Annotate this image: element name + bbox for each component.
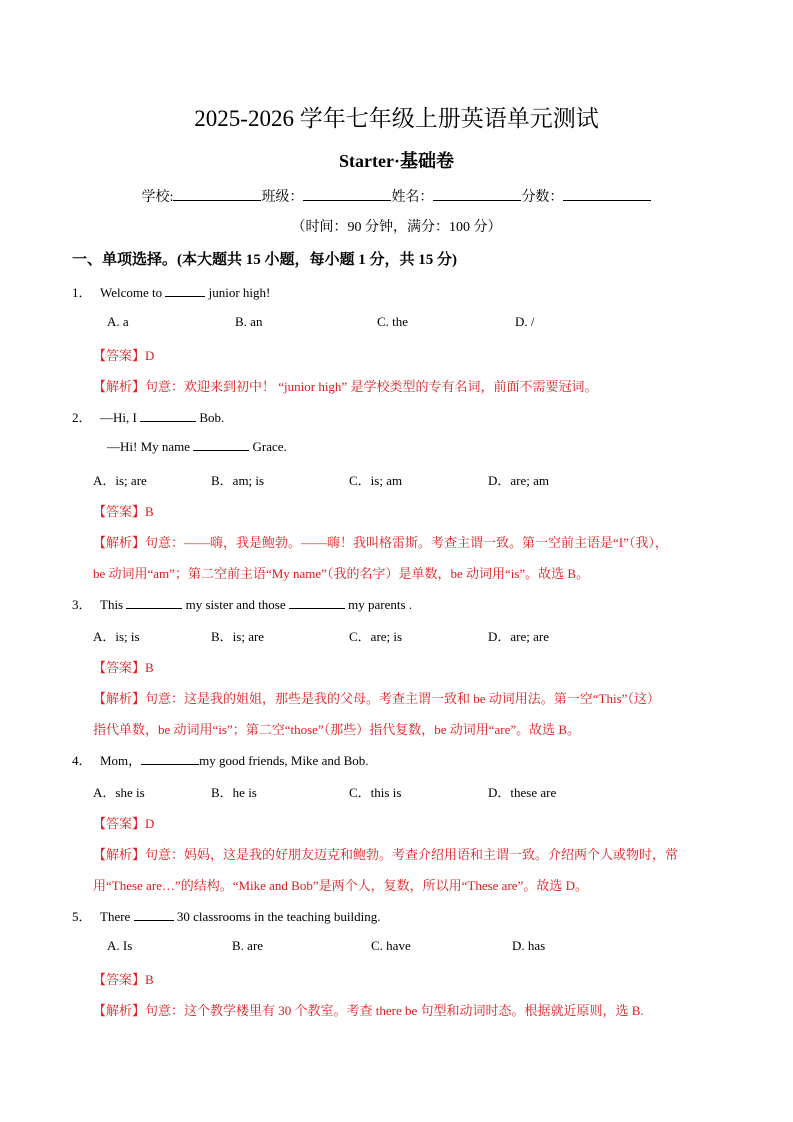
name-label: 姓名： bbox=[391, 190, 434, 205]
analysis-text: 【解析】句意：——嗨，我是鲍勃。——嗨！我叫格雷斯。考查主谓一致。第一空前主语是“I”（我）， bbox=[93, 535, 668, 550]
option-d[interactable]: D．these are bbox=[488, 785, 557, 800]
stem-text: my sister and those bbox=[185, 597, 286, 612]
class-field[interactable] bbox=[303, 188, 391, 201]
answer-blank bbox=[140, 409, 196, 422]
question-2-line2 bbox=[107, 438, 287, 455]
question-number: 4． bbox=[72, 753, 92, 768]
student-info-line bbox=[0, 186, 793, 206]
option-c[interactable]: C. the bbox=[377, 314, 409, 329]
answer-blank bbox=[193, 438, 249, 451]
analysis-text: 指代单数，be 动词用“is”；第二空“those”（那些）指代复数，be 动词用“are”。故选 B。 bbox=[93, 722, 581, 737]
question-1-stem bbox=[72, 282, 270, 301]
time-note: （时间：90 分钟，满分：100 分） bbox=[291, 220, 502, 235]
stem-text: my good friends, Mike and Bob. bbox=[199, 753, 369, 768]
question-3-stem bbox=[72, 594, 412, 613]
option-c[interactable]: C．is; am bbox=[349, 473, 403, 488]
answer-label: 【答案】D bbox=[93, 816, 155, 831]
analysis-text: 【解析】句意：这个教学楼里有 30 个教室。考查 there be 句型和动词时态。根据就近原则，选 B. bbox=[93, 1003, 644, 1018]
analysis-text: 【解析】句意：这是我的姐姐，那些是我的父母。考查主谓一致和 be 动词用法。第一空“This”（这） bbox=[93, 691, 660, 706]
score-label: 分数： bbox=[521, 190, 564, 205]
stem-text: —Hi, I bbox=[100, 410, 137, 425]
option-d[interactable]: D．are; am bbox=[488, 473, 550, 488]
stem-text: Welcome to bbox=[100, 285, 163, 300]
score-field[interactable] bbox=[563, 188, 651, 201]
question-5-stem bbox=[72, 906, 380, 925]
answer-blank bbox=[141, 752, 199, 765]
answer-label: 【答案】D bbox=[93, 348, 155, 363]
question-number: 5． bbox=[72, 909, 92, 924]
name-field[interactable] bbox=[433, 188, 521, 201]
option-d[interactable]: D．are; are bbox=[488, 629, 549, 644]
option-a[interactable]: A．is; are bbox=[93, 473, 147, 488]
option-b[interactable]: B. an bbox=[235, 314, 263, 329]
option-b[interactable]: B．he is bbox=[211, 785, 257, 800]
question-number: 2． bbox=[72, 410, 92, 425]
stem-text: my parents . bbox=[348, 597, 413, 612]
option-c[interactable]: C. have bbox=[371, 938, 411, 953]
option-d[interactable]: D. / bbox=[515, 314, 535, 329]
option-a[interactable]: A. a bbox=[107, 314, 129, 329]
option-a[interactable]: A. Is bbox=[107, 938, 133, 953]
question-4-stem bbox=[72, 750, 369, 769]
option-d[interactable]: D. has bbox=[512, 938, 546, 953]
option-b[interactable]: B. are bbox=[232, 938, 264, 953]
answer-label: 【答案】B bbox=[93, 972, 154, 987]
page-title: 2025-2026 学年七年级上册英语单元测试 bbox=[194, 106, 599, 131]
analysis-text: be 动词用“am”；第二空前主语“My name”（我的名字）是单数，be 动词用“is”。故选 B。 bbox=[93, 566, 590, 581]
question-2-stem bbox=[72, 407, 224, 426]
analysis-text: 【解析】句意：妈妈，这是我的好朋友迈克和鲍勃。考查介绍用语和主谓一致。介绍两个人或物时，常 bbox=[93, 847, 679, 862]
stem-text: junior high! bbox=[208, 285, 271, 300]
option-a[interactable]: A．she is bbox=[93, 785, 145, 800]
stem-text: —Hi! My name bbox=[107, 439, 191, 454]
option-a[interactable]: A．is; is bbox=[93, 629, 140, 644]
question-number: 3． bbox=[72, 597, 92, 612]
school-label: 学校: bbox=[141, 190, 174, 205]
answer-blank bbox=[289, 596, 345, 609]
option-c[interactable]: C．are; is bbox=[349, 629, 403, 644]
stem-text: This bbox=[100, 597, 124, 612]
stem-text: 30 classrooms in the teaching building. bbox=[176, 909, 381, 924]
class-label: 班级： bbox=[261, 190, 304, 205]
school-field[interactable] bbox=[173, 188, 261, 201]
answer-blank bbox=[165, 284, 205, 297]
question-number: 1． bbox=[72, 285, 92, 300]
stem-text: Bob. bbox=[199, 410, 225, 425]
section-heading: 一、单项选择。(本大题共 15 小题，每小题 1 分，共 15 分) bbox=[72, 252, 457, 268]
option-b[interactable]: B．is; are bbox=[211, 629, 265, 644]
answer-blank bbox=[134, 908, 174, 921]
stem-text: There bbox=[100, 909, 131, 924]
page-subtitle: Starter·基础卷 bbox=[339, 151, 454, 171]
stem-text: Grace. bbox=[252, 439, 287, 454]
answer-label: 【答案】B bbox=[93, 660, 154, 675]
analysis-text: 用“These are…”的结构。“Mike and Bob”是两个人，复数，所以用“These are”。故选 D。 bbox=[93, 878, 588, 893]
analysis-text: 【解析】句意：欢迎来到初中！ “junior high” 是学校类型的专有名词，前面不需要冠词。 bbox=[93, 379, 598, 394]
answer-blank bbox=[126, 596, 182, 609]
option-c[interactable]: C．this is bbox=[349, 785, 402, 800]
stem-text: Mom， bbox=[100, 753, 142, 768]
answer-label: 【答案】B bbox=[93, 504, 154, 519]
option-b[interactable]: B．am; is bbox=[211, 473, 265, 488]
